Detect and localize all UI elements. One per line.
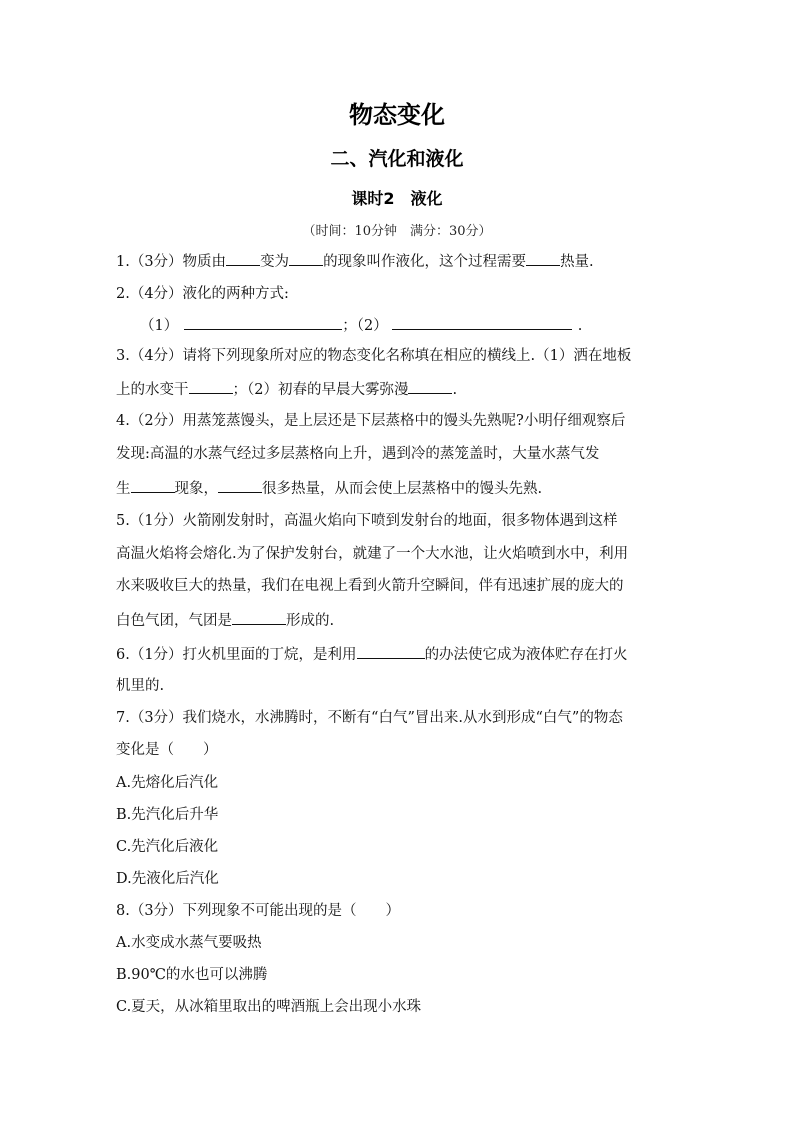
q8-option-c[interactable]: C.夏天，从冰箱里取出的啤酒瓶上会出现小水珠	[116, 999, 422, 1015]
q3-text-2: ；（2）初春的早晨大雾弥漫	[232, 382, 409, 398]
question-3-line-2	[116, 378, 686, 400]
question-8-line-1: 8.（3分）下列现象不可能出现的是（ ）	[116, 903, 401, 919]
q2-label-1: （1）	[140, 318, 179, 334]
q1-blank-2[interactable]	[289, 250, 323, 266]
q2-blank-2[interactable]	[392, 314, 572, 330]
q6-text-1: 6.（1分）打火机里面的丁烷，是利用	[116, 647, 357, 663]
q3-blank-1[interactable]	[189, 378, 233, 394]
q2-sep: ；（2）	[342, 318, 388, 334]
question-5-line-1: 5.（1分）火箭刚发射时，高温火焰向下喷到发射台的地面，很多物体遇到这样	[116, 513, 618, 529]
q4-blank-2[interactable]	[218, 477, 262, 493]
question-1	[116, 250, 686, 272]
q3-text-1: 上的水变干	[116, 382, 189, 398]
q4-text-2: 现象，	[174, 481, 218, 497]
question-5-line-3: 水来吸收巨大的热量，我们在电视上看到火箭升空瞬间，伴有迅速扩展的庞大的	[116, 578, 624, 594]
q8-option-b[interactable]: B.90℃的水也可以沸腾	[116, 967, 268, 983]
page-title: 物态变化	[349, 101, 445, 129]
question-7-line-2: 变化是（ ）	[116, 742, 218, 758]
q2-end: .	[577, 318, 583, 334]
q4-text-1: 生	[116, 481, 131, 497]
question-5-line-4	[116, 609, 686, 631]
question-7-line-1: 7.（3分）我们烧水，水沸腾时，不断有“白气”冒出来.从水到形成“白气”的物态	[116, 710, 623, 726]
q6-text-2: 的办法使它成为液体贮存在打火	[424, 647, 628, 663]
q3-text-3: .	[452, 382, 458, 398]
q5-text-1: 白色气团，气团是	[116, 613, 232, 629]
q4-blank-1[interactable]	[131, 477, 175, 493]
q2-blank-1[interactable]	[184, 314, 342, 330]
q1-text-4: 热量.	[560, 254, 594, 270]
q1-text-2: 变为	[260, 254, 290, 270]
question-5-line-2: 高温火焰将会熔化.为了保护发射台，就建了一个大水池，让火焰喷到水中，利用	[116, 546, 629, 562]
q7-option-d[interactable]: D.先液化后汽化	[116, 871, 219, 887]
q7-option-c[interactable]: C.先汽化后液化	[116, 839, 219, 855]
question-6-line-2: 机里的.	[116, 678, 165, 694]
q6-blank-1[interactable]	[357, 643, 425, 659]
q5-text-2: 形成的.	[286, 613, 335, 629]
question-3-line-1: 3.（4分）请将下列现象所对应的物态变化名称填在相应的横线上.（1）洒在地板	[116, 348, 632, 364]
question-4-line-1: 4.（2分）用蒸笼蒸馒头，是上层还是下层蒸格中的馒头先熟呢?小明仔细观察后	[116, 413, 626, 429]
q7-option-a[interactable]: A.先熔化后汽化	[116, 775, 219, 791]
q5-blank-1[interactable]	[232, 609, 286, 625]
lesson-title: 课时2 液化	[351, 189, 443, 208]
q3-blank-2[interactable]	[408, 378, 452, 394]
question-2: 2.（4分）液化的两种方式:	[116, 286, 289, 302]
q8-option-a[interactable]: A.水变成水蒸气要吸热	[116, 935, 262, 951]
question-4-line-3	[116, 477, 686, 499]
q4-text-3: 很多热量，从而会使上层蒸格中的馒头先熟.	[262, 481, 543, 497]
q1-text-3: 的现象叫作液化，这个过程需要	[323, 254, 527, 270]
question-6-line-1	[116, 643, 686, 665]
q7-option-b[interactable]: B.先汽化后升华	[116, 807, 219, 823]
q1-text-1: 1.（3分）物质由	[116, 254, 227, 270]
time-score-info: （时间：10分钟 满分：30分）	[302, 224, 492, 239]
question-4-line-2: 发现:高温的水蒸气经过多层蒸格向上升，遇到冷的蒸笼盖时，大量水蒸气发	[116, 446, 600, 462]
section-title: 二、汽化和液化	[330, 148, 464, 170]
question-2-answers	[140, 314, 710, 336]
q1-blank-3[interactable]	[526, 250, 560, 266]
q1-blank-1[interactable]	[226, 250, 260, 266]
